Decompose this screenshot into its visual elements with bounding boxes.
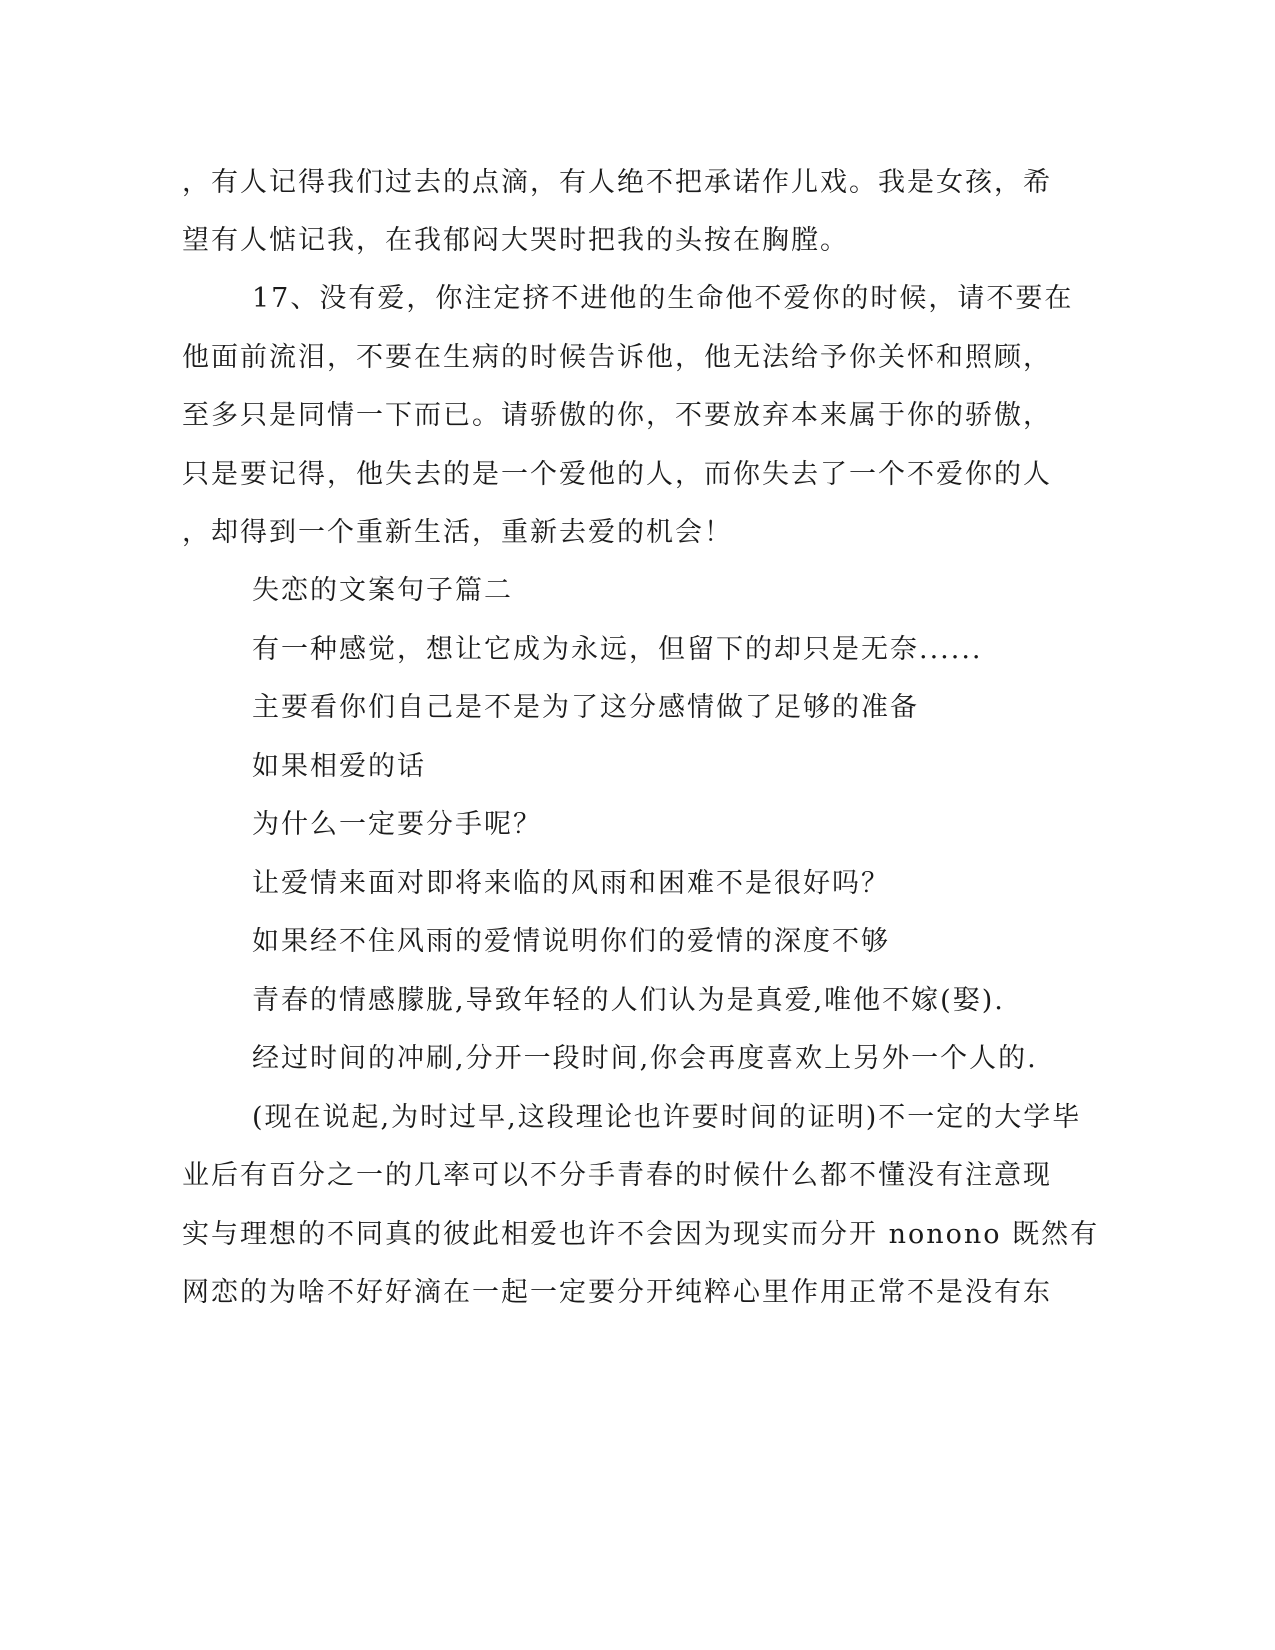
text-line: 主要看你们自己是不是为了这分感情做了足够的准备 — [252, 692, 919, 723]
text-line: 青春的情感朦胧,导致年轻的人们认为是真爱,唯他不嫁(娶). — [252, 985, 1005, 1016]
paragraph-line: 他面前流泪，不要在生病的时候告诉他，他无法给予你关怀和照顾， — [182, 342, 1052, 373]
text-line: 让爱情来面对即将来临的风雨和困难不是很好吗？ — [252, 868, 890, 899]
paragraph-line: ，有人记得我们过去的点滴，有人绝不把承诺作儿戏。我是女孩，希 — [182, 167, 1052, 198]
paragraph-line: 望有人惦记我，在我郁闷大哭时把我的头按在胸膛。 — [182, 225, 849, 256]
paragraph-line: 业后有百分之一的几率可以不分手青春的时候什么都不懂没有注意现 — [182, 1160, 1052, 1191]
text-line: 如果经不住风雨的爱情说明你们的爱情的深度不够 — [252, 926, 890, 957]
paragraph-line: 实与理想的不同真的彼此相爱也许不会因为现实而分开 nonono 既然有 — [182, 1219, 1100, 1250]
paragraph-line: ，却得到一个重新生活，重新去爱的机会！ — [182, 517, 733, 548]
text-line: 如果相爱的话 — [252, 751, 426, 782]
section-heading: 失恋的文案句子篇二 — [252, 575, 513, 606]
paragraph-line: 网恋的为啥不好好滴在一起一定要分开纯粹心里作用正常不是没有东 — [182, 1277, 1052, 1308]
text-line: 为什么一定要分手呢？ — [252, 809, 542, 840]
paragraph-line: (现在说起,为时过早,这段理论也许要时间的证明)不一定的大学毕 — [252, 1102, 1082, 1133]
paragraph-line: 17、没有爱，你注定挤不进他的生命他不爱你的时候，请不要在 — [252, 283, 1074, 314]
text-line: 有一种感觉，想让它成为永远，但留下的却只是无奈...... — [252, 634, 983, 665]
paragraph-line: 只是要记得，他失去的是一个爱他的人，而你失去了一个不爱你的人 — [182, 459, 1052, 490]
paragraph-line: 至多只是同情一下而已。请骄傲的你，不要放弃本来属于你的骄傲， — [182, 400, 1052, 431]
text-line: 经过时间的冲刷,分开一段时间,你会再度喜欢上另外一个人的. — [252, 1043, 1038, 1074]
